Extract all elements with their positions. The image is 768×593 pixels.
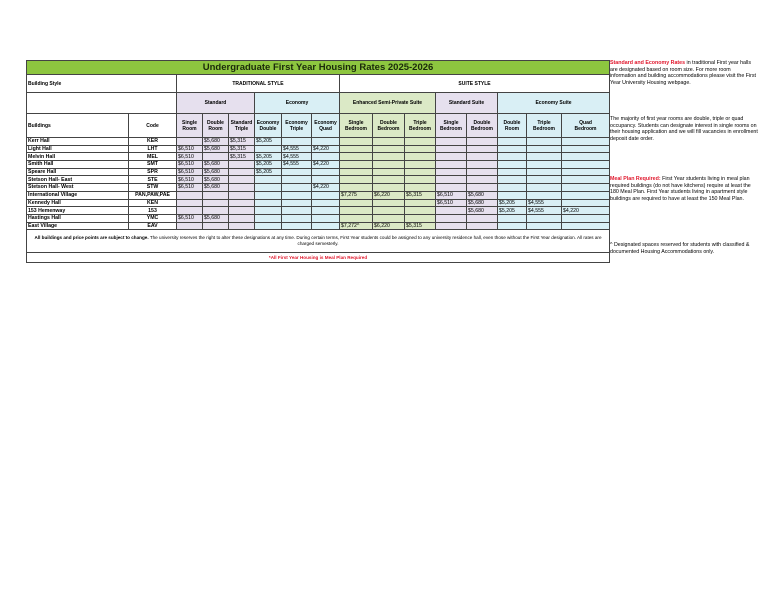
rate-cell — [373, 138, 405, 146]
rate-cell — [312, 168, 340, 176]
room-type-header — [467, 114, 498, 138]
rate-cell — [229, 207, 255, 215]
room-type-header-line: Triple — [234, 125, 249, 132]
rate-cell — [373, 184, 405, 192]
rate-cell — [562, 176, 610, 184]
rate-cell: $6,510 — [177, 153, 203, 161]
rate-cell — [373, 153, 405, 161]
building-name: Speare Hall — [27, 168, 129, 176]
rate-cell: $5,680 — [203, 161, 229, 169]
code-header: Code — [129, 114, 177, 138]
rate-cell — [373, 199, 405, 207]
room-type-header — [527, 114, 562, 138]
rate-cell — [467, 168, 498, 176]
table-row — [27, 214, 610, 222]
rate-cell — [373, 214, 405, 222]
rate-cell: $5,680 — [203, 184, 229, 192]
accommodations-note — [610, 242, 758, 255]
rate-cell — [498, 145, 527, 153]
room-type-header-line: Triple — [289, 125, 304, 132]
rate-cell — [177, 138, 203, 146]
building-style-label: Building Style — [27, 75, 177, 93]
building-name: Light Hall — [27, 145, 129, 153]
rate-cell — [282, 168, 312, 176]
rate-cell — [498, 138, 527, 146]
rate-cell — [562, 184, 610, 192]
meal-plan-note — [610, 176, 758, 202]
rate-cell — [467, 161, 498, 169]
rate-cell: $5,315 — [405, 191, 436, 199]
rate-cell — [405, 153, 436, 161]
rate-cell — [340, 153, 373, 161]
rate-cell — [467, 138, 498, 146]
building-name: 153 Hemenway — [27, 207, 129, 215]
room-type-header — [405, 114, 436, 138]
table-row — [27, 199, 610, 207]
rate-cell: $5,315 — [229, 138, 255, 146]
rate-cell — [340, 161, 373, 169]
rate-cell — [498, 191, 527, 199]
rate-cell — [282, 184, 312, 192]
footer-bold: All buildings and price points are subject to change. — [34, 235, 149, 241]
rate-cell — [282, 176, 312, 184]
rate-cell: $4,220 — [312, 161, 340, 169]
rate-cell — [229, 168, 255, 176]
room-type-header-line: Standard — [230, 119, 253, 126]
rate-cell — [229, 161, 255, 169]
rate-cell — [562, 138, 610, 146]
room-type-header-line: Bedroom — [345, 125, 367, 132]
room-type-header — [373, 114, 405, 138]
rate-cell — [436, 207, 467, 215]
rate-cell — [255, 214, 282, 222]
room-type-header — [312, 114, 340, 138]
room-type-header-line: Bedroom — [574, 125, 597, 132]
rate-cell: $5,680 — [467, 191, 498, 199]
rate-cell — [255, 184, 282, 192]
rate-cell — [255, 176, 282, 184]
rate-cell — [527, 176, 562, 184]
rate-cell: $5,205 — [498, 199, 527, 207]
housing-rates-table — [26, 60, 610, 263]
building-name: Kennedy Hall — [27, 199, 129, 207]
rate-cell — [436, 138, 467, 146]
building-code: EAV — [129, 222, 177, 230]
room-type-header-line: Triple — [413, 119, 427, 126]
rate-cell — [229, 184, 255, 192]
economy-suite-group-header: Economy Suite — [498, 93, 610, 114]
footer-disclaimer — [27, 230, 610, 253]
rate-cell — [562, 199, 610, 207]
rate-cell — [229, 199, 255, 207]
footer-text: The university reserves the right to alter these designations at any time. During certain terms, First Year students could be assigned to any university residence hall, even those without the First Year designation. All rates are charged semesterly. — [148, 235, 602, 247]
accommodations-note-text: ^ Designated spaces reserved for students with classified & documented Housing Accommodations only. — [610, 242, 750, 255]
building-name: East Village — [27, 222, 129, 230]
room-type-header-line: Double — [380, 119, 397, 126]
rate-cell: $5,680 — [203, 138, 229, 146]
rate-cell — [498, 214, 527, 222]
rates-note-text: in traditional First year halls are designated based on room size. For more room information and building accommodations please visit the First Year University Housing webpage. — [610, 60, 757, 86]
rate-cell — [312, 207, 340, 215]
room-type-header-line: Bedroom — [377, 125, 400, 132]
table-row — [27, 184, 610, 192]
table-row — [27, 138, 610, 146]
rate-cell — [527, 214, 562, 222]
rate-cell — [373, 161, 405, 169]
building-code: SMT — [129, 161, 177, 169]
rate-cell — [203, 207, 229, 215]
rate-cell: $6,510 — [436, 191, 467, 199]
rate-cell: $6,510 — [177, 168, 203, 176]
table-row — [27, 145, 610, 153]
rate-cell: $5,205 — [255, 168, 282, 176]
rate-cell: $7,272^ — [340, 222, 373, 230]
rate-cell — [562, 161, 610, 169]
rate-cell — [255, 222, 282, 230]
building-code: KER — [129, 138, 177, 146]
table-row — [27, 153, 610, 161]
room-type-header-line: Double — [207, 119, 224, 126]
building-name: International Village — [27, 191, 129, 199]
rate-cell — [229, 191, 255, 199]
rate-cell — [312, 214, 340, 222]
rate-cell — [467, 145, 498, 153]
rate-cell — [282, 138, 312, 146]
table-row — [27, 161, 610, 169]
rate-cell — [467, 184, 498, 192]
rate-cell — [405, 207, 436, 215]
table-row — [27, 168, 610, 176]
rate-cell — [177, 207, 203, 215]
room-type-header — [177, 114, 203, 138]
building-code: SPR — [129, 168, 177, 176]
building-code: 153 — [129, 207, 177, 215]
rate-cell — [436, 176, 467, 184]
rate-cell — [282, 214, 312, 222]
rate-cell: $4,555 — [282, 161, 312, 169]
rate-cell — [405, 138, 436, 146]
rate-cell — [498, 168, 527, 176]
building-code: STE — [129, 176, 177, 184]
table-title: Undergraduate First Year Housing Rates 2025-2026 — [27, 61, 610, 75]
rate-cell: $5,315 — [229, 145, 255, 153]
rate-cell — [498, 161, 527, 169]
rate-cell — [498, 176, 527, 184]
table-row — [27, 176, 610, 184]
rate-cell — [498, 184, 527, 192]
table-row — [27, 191, 610, 199]
rate-cell: $4,220 — [312, 145, 340, 153]
room-type-header-line: Room — [182, 125, 197, 132]
rate-cell — [203, 153, 229, 161]
rate-cell — [562, 214, 610, 222]
meal-plan-footnote: *All First Year Housing is Meal Plan Required — [27, 253, 610, 263]
room-type-header-line: Triple — [537, 119, 551, 126]
rate-cell — [527, 168, 562, 176]
room-type-header — [498, 114, 527, 138]
rate-cell: $5,205 — [255, 161, 282, 169]
room-type-header-line: Room — [208, 125, 223, 132]
room-type-header — [255, 114, 282, 138]
rate-cell — [436, 161, 467, 169]
rate-cell: $4,555 — [282, 145, 312, 153]
room-type-header — [229, 114, 255, 138]
room-type-header — [340, 114, 373, 138]
building-name: Kerr Hall — [27, 138, 129, 146]
room-type-header-line: Single — [181, 119, 197, 126]
rate-cell: $4,220 — [562, 207, 610, 215]
rate-cell — [562, 168, 610, 176]
building-code: MEL — [129, 153, 177, 161]
building-code: STW — [129, 184, 177, 192]
rate-cell — [373, 176, 405, 184]
rate-cell — [562, 153, 610, 161]
rate-cell — [467, 153, 498, 161]
rate-cell — [340, 214, 373, 222]
building-code: YMC — [129, 214, 177, 222]
rate-cell — [527, 153, 562, 161]
rate-cell — [282, 207, 312, 215]
rate-cell — [177, 199, 203, 207]
room-type-header-line: Quad — [579, 119, 592, 126]
rate-cell — [340, 184, 373, 192]
occupancy-note-text: The majority of first year rooms are double, triple or quad occupancy. Students can designate interest in single rooms on their housing application and we will fill vacancies in enrollment deposit date order. — [610, 116, 758, 142]
room-type-header — [562, 114, 610, 138]
occupancy-note — [610, 116, 758, 142]
room-type-header-line: Economy — [314, 119, 337, 126]
rate-cell — [255, 207, 282, 215]
rate-cell: $5,205 — [498, 207, 527, 215]
meal-plan-note-text: First Year students living in meal plan required buildings (do not have kitchens) require at least the 180 Meal Plan. First Year students living in apartment style buildings are required to have at least the 150 Meal Plan. — [610, 176, 751, 202]
rate-cell — [498, 222, 527, 230]
room-type-header-line: Double — [503, 119, 521, 126]
table-row — [27, 222, 610, 230]
room-type-header — [436, 114, 467, 138]
rate-cell — [373, 145, 405, 153]
blank-cell — [27, 93, 177, 114]
buildings-header: Buildings — [27, 114, 129, 138]
rate-cell — [405, 161, 436, 169]
rate-cell — [203, 191, 229, 199]
rate-cell: $4,555 — [527, 207, 562, 215]
rate-cell — [527, 138, 562, 146]
rate-cell: $4,555 — [282, 153, 312, 161]
rate-cell — [405, 145, 436, 153]
suite-style-header: SUITE STYLE — [340, 75, 610, 93]
rate-cell — [527, 145, 562, 153]
rate-cell: $5,205 — [255, 153, 282, 161]
room-type-header-line: Economy — [256, 119, 280, 126]
rate-cell — [282, 222, 312, 230]
standard-suite-group-header: Standard Suite — [436, 93, 498, 114]
room-type-header-line: Bedroom — [471, 125, 493, 132]
rate-cell: $5,680 — [203, 214, 229, 222]
rate-cell — [467, 214, 498, 222]
rate-cell: $4,555 — [527, 199, 562, 207]
rate-cell — [312, 191, 340, 199]
building-name: Stetson Hall- West — [27, 184, 129, 192]
rate-cell — [340, 168, 373, 176]
rate-cell — [229, 214, 255, 222]
economy-group-header: Economy — [255, 93, 340, 114]
rate-cell: $6,510 — [177, 161, 203, 169]
rate-cell: $6,220 — [373, 222, 405, 230]
rate-cell: $5,680 — [203, 145, 229, 153]
rate-cell — [436, 153, 467, 161]
rates-note-heading: Standard and Economy Rates — [610, 60, 686, 66]
rate-cell: $5,205 — [255, 138, 282, 146]
rate-cell: $6,510 — [177, 176, 203, 184]
rate-cell: $5,315 — [229, 153, 255, 161]
rate-cell — [467, 222, 498, 230]
rate-cell: $7,275 — [340, 191, 373, 199]
rate-cell: $5,680 — [467, 199, 498, 207]
room-type-header-line: Double — [473, 119, 491, 126]
rate-cell — [229, 222, 255, 230]
room-type-header-line: Bedroom — [533, 125, 555, 132]
building-name: Smith Hall — [27, 161, 129, 169]
rate-cell — [436, 222, 467, 230]
rate-cell — [436, 168, 467, 176]
rate-cell — [340, 207, 373, 215]
building-name: Stetson Hall- East — [27, 176, 129, 184]
rate-cell: $5,680 — [203, 176, 229, 184]
rate-cell — [229, 176, 255, 184]
rate-cell — [177, 222, 203, 230]
rate-cell — [177, 191, 203, 199]
room-type-header — [203, 114, 229, 138]
building-code: KEN — [129, 199, 177, 207]
rate-cell — [562, 191, 610, 199]
rate-cell: $5,680 — [203, 168, 229, 176]
rate-cell — [436, 145, 467, 153]
enhanced-suite-group-header: Enhanced Semi-Private Suite — [340, 93, 436, 114]
rate-cell — [312, 199, 340, 207]
rate-cell — [340, 138, 373, 146]
room-type-header-line: Bedroom — [440, 125, 462, 132]
room-type-header — [282, 114, 312, 138]
rate-cell — [527, 222, 562, 230]
rate-cell — [255, 145, 282, 153]
rate-cell — [312, 138, 340, 146]
building-code: LHT — [129, 145, 177, 153]
building-code: PAN,PAW,PAE — [129, 191, 177, 199]
rate-cell — [405, 184, 436, 192]
rate-cell — [405, 176, 436, 184]
rate-cell — [562, 145, 610, 153]
rate-cell — [562, 222, 610, 230]
standard-group-header: Standard — [177, 93, 255, 114]
rate-cell — [405, 214, 436, 222]
room-type-header-line: Double — [259, 125, 277, 132]
rate-cell — [436, 214, 467, 222]
rates-note — [610, 60, 758, 86]
rate-cell: $5,315 — [405, 222, 436, 230]
rate-cell — [527, 184, 562, 192]
rate-cell: $6,510 — [177, 214, 203, 222]
rate-cell: $4,220 — [312, 184, 340, 192]
rate-cell — [498, 153, 527, 161]
room-type-header-line: Room — [504, 125, 520, 132]
room-type-header-line: Single — [348, 119, 364, 126]
rate-cell — [527, 161, 562, 169]
rate-cell: $6,510 — [177, 184, 203, 192]
rate-cell — [405, 168, 436, 176]
rate-cell — [282, 199, 312, 207]
rate-cell: $6,510 — [436, 199, 467, 207]
rate-cell — [340, 199, 373, 207]
building-name: Hastings Hall — [27, 214, 129, 222]
table-row — [27, 207, 610, 215]
rate-cell — [203, 222, 229, 230]
rate-cell — [373, 207, 405, 215]
rate-cell — [255, 191, 282, 199]
rate-cell — [312, 176, 340, 184]
rate-cell: $5,680 — [467, 207, 498, 215]
rate-cell — [527, 191, 562, 199]
rate-cell — [405, 199, 436, 207]
rate-cell — [312, 222, 340, 230]
rate-cell — [467, 176, 498, 184]
room-type-header-line: Single — [443, 119, 459, 126]
rate-cell — [255, 199, 282, 207]
meal-plan-note-heading: Meal Plan Required: — [610, 176, 661, 182]
rate-cell — [340, 176, 373, 184]
room-type-header-line: Bedroom — [409, 125, 431, 132]
rate-cell: $6,510 — [177, 145, 203, 153]
rate-cell — [203, 199, 229, 207]
building-name: Melvin Hall — [27, 153, 129, 161]
room-type-header-line: Quad — [319, 125, 332, 132]
rate-cell — [373, 168, 405, 176]
rate-cell — [436, 184, 467, 192]
rate-cell — [282, 191, 312, 199]
rate-cell — [312, 153, 340, 161]
rate-cell — [340, 145, 373, 153]
room-type-header-line: Economy — [285, 119, 308, 126]
rate-cell: $6,220 — [373, 191, 405, 199]
traditional-style-header: TRADITIONAL STYLE — [177, 75, 340, 93]
